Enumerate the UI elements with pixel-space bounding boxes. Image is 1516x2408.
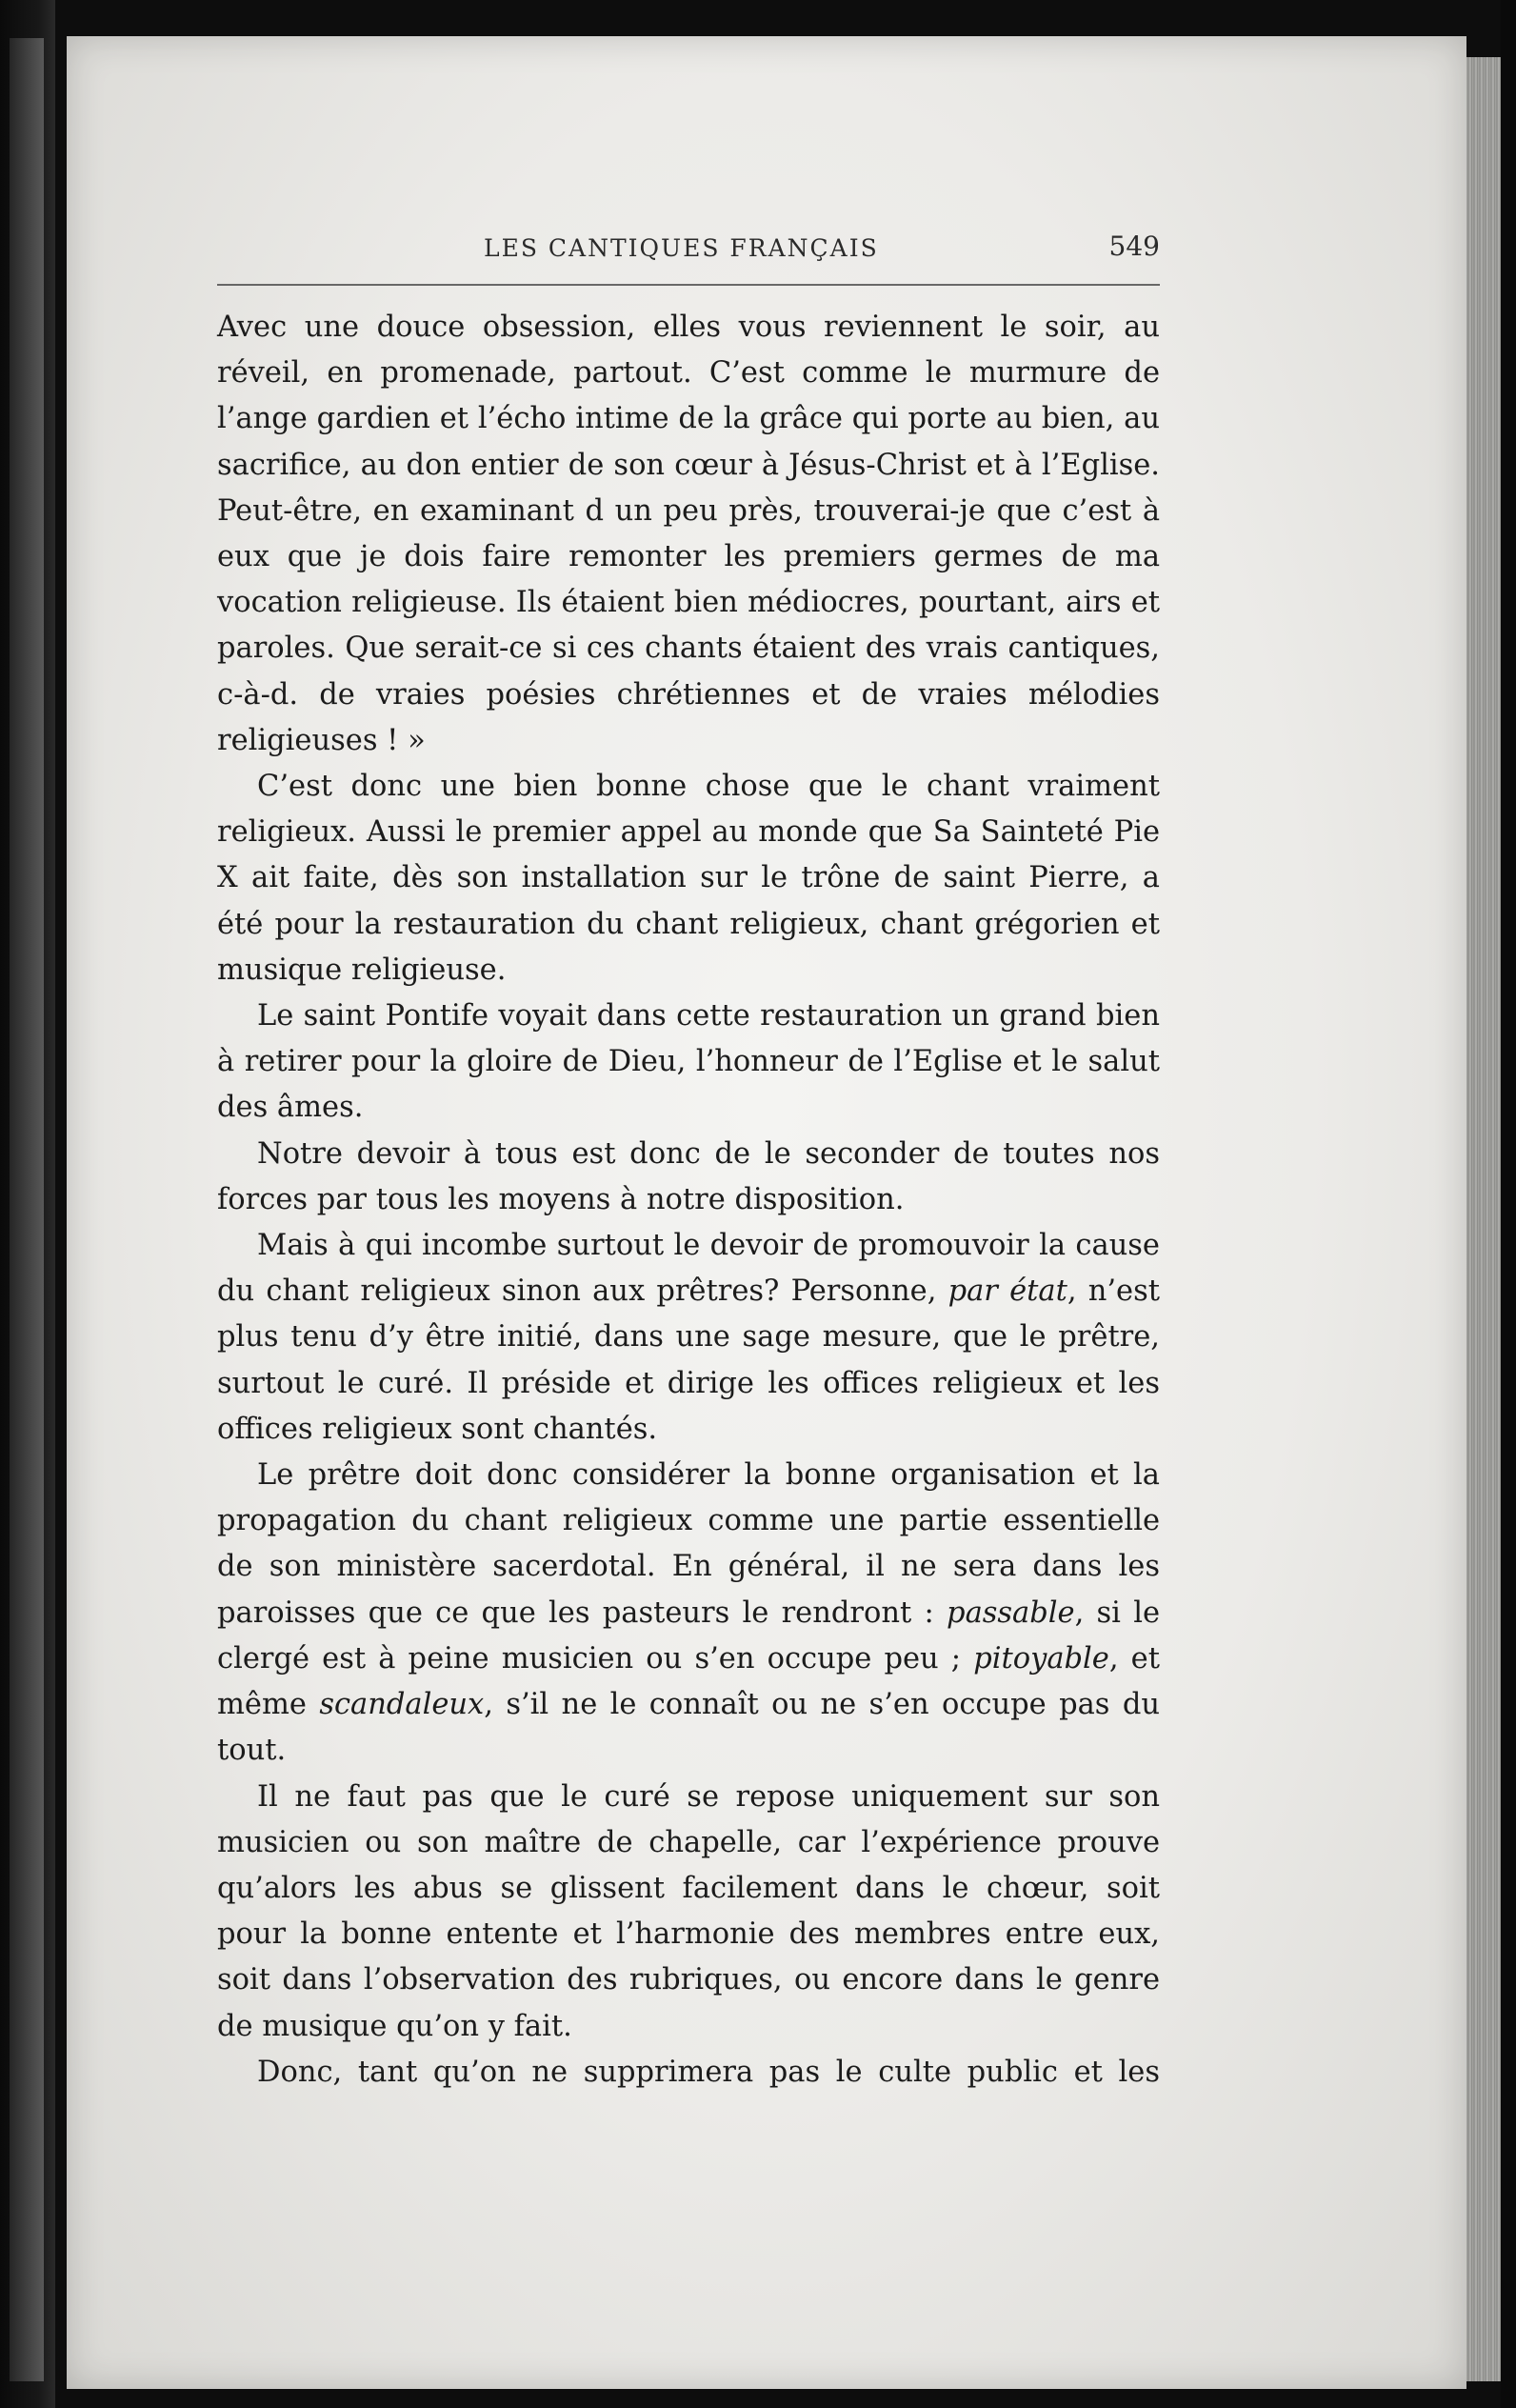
paragraph: Il ne faut pas que le curé se repose uniquement sur son musicien ou son maître de chapelle, car l’expérience prouve qu’alors les abus se glissent facilement dans le chœur, soit pour la bonne entente et l’harmonie des membres entre eux, soit dans l’observation des rubriques, ou encore dans le genre de musique qu’on y fait.	[217, 1779, 1160, 2043]
paragraph-text: , s’il ne le connaît ou ne s’en occupe pas du tout.	[217, 1688, 1161, 1768]
paragraph-text: , n’est plus tenu d’y être initié, dans une sage mesure, que le prêtre, surtout le curé. Il préside et dirige les offices religieux et les offices religieux sont chantés.	[217, 1274, 1161, 1446]
right-book-edge	[1501, 0, 1516, 2408]
paragraph: Notre devoir à tous est donc de le seconder de toutes nos forces par tous les moyens à notre disposition.	[217, 1136, 1160, 1216]
body-text	[217, 305, 1160, 2096]
paragraph: Donc, tant qu’on ne supprimera pas le culte public et les	[257, 2055, 1160, 2089]
paragraph-text: , et même	[217, 1641, 1160, 1722]
paragraph-text: Le prêtre doit donc considérer la bonne organisation et la propagation du chant religieux comme une partie essentielle de son ministère sacerdotal. En général, il ne sera dans les paroisses que ce que les pasteurs le rendront :	[217, 1458, 1160, 1630]
running-head-title: LES CANTIQUES FRANÇAIS	[484, 234, 879, 262]
paragraph-text: , si le clergé est à peine musicien ou s’en occupe peu ;	[217, 1595, 1161, 1676]
paragraph: Le saint Pontife voyait dans cette restauration un grand bien à retirer pour la gloire de Dieu, l’honneur de l’Eglise et le salut des âmes.	[217, 999, 1160, 1125]
paragraph	[217, 1223, 1160, 1453]
page-number: 549	[1108, 231, 1160, 262]
paragraph: Avec une douce obsession, elles vous reviennent le soir, au réveil, en promenade, partout. C’est comme le murmure de l’ange gardien et l’écho intime de la grâce qui porte au bien, au sacrifice, au don entier de son cœur à Jésus-Christ et à l’Eglise. Peut-être, en examinant d un peu près, trouverai-je que c’est à eux que je dois faire remonter les premiers germes de ma vocation religieuse. Ils étaient bien médiocres, pourtant, airs et paroles. Que serait-ce si ces chants étaient des vrais cantiques, c-à-d. de vraies poésies chrétiennes et de vraies mélodies religieuses ! »	[217, 311, 1160, 757]
running-head	[217, 229, 1160, 267]
header-rule	[217, 284, 1160, 286]
paragraph-text: Mais à qui incombe surtout le devoir de promouvoir la cause du chant religieux sinon aux prêtres? Personne,	[217, 1229, 1160, 1309]
left-page-sliver	[10, 38, 44, 2381]
paragraph: C’est donc une bien bonne chose que le chant vraiment religieux. Aussi le premier appel au monde que Sa Sainteté Pie X ait faite, dès son installation sur le trône de saint Pierre, a été pour la restauration du chant religieux, chant grégorien et musique religieuse.	[217, 770, 1160, 987]
italic-phrase: par état	[948, 1274, 1067, 1309]
paragraph	[217, 1453, 1160, 1774]
italic-word: pitoyable	[973, 1641, 1109, 1676]
page-stack-edge	[1466, 57, 1501, 2381]
italic-word: passable	[947, 1595, 1075, 1630]
italic-word: scandaleux	[319, 1688, 485, 1722]
